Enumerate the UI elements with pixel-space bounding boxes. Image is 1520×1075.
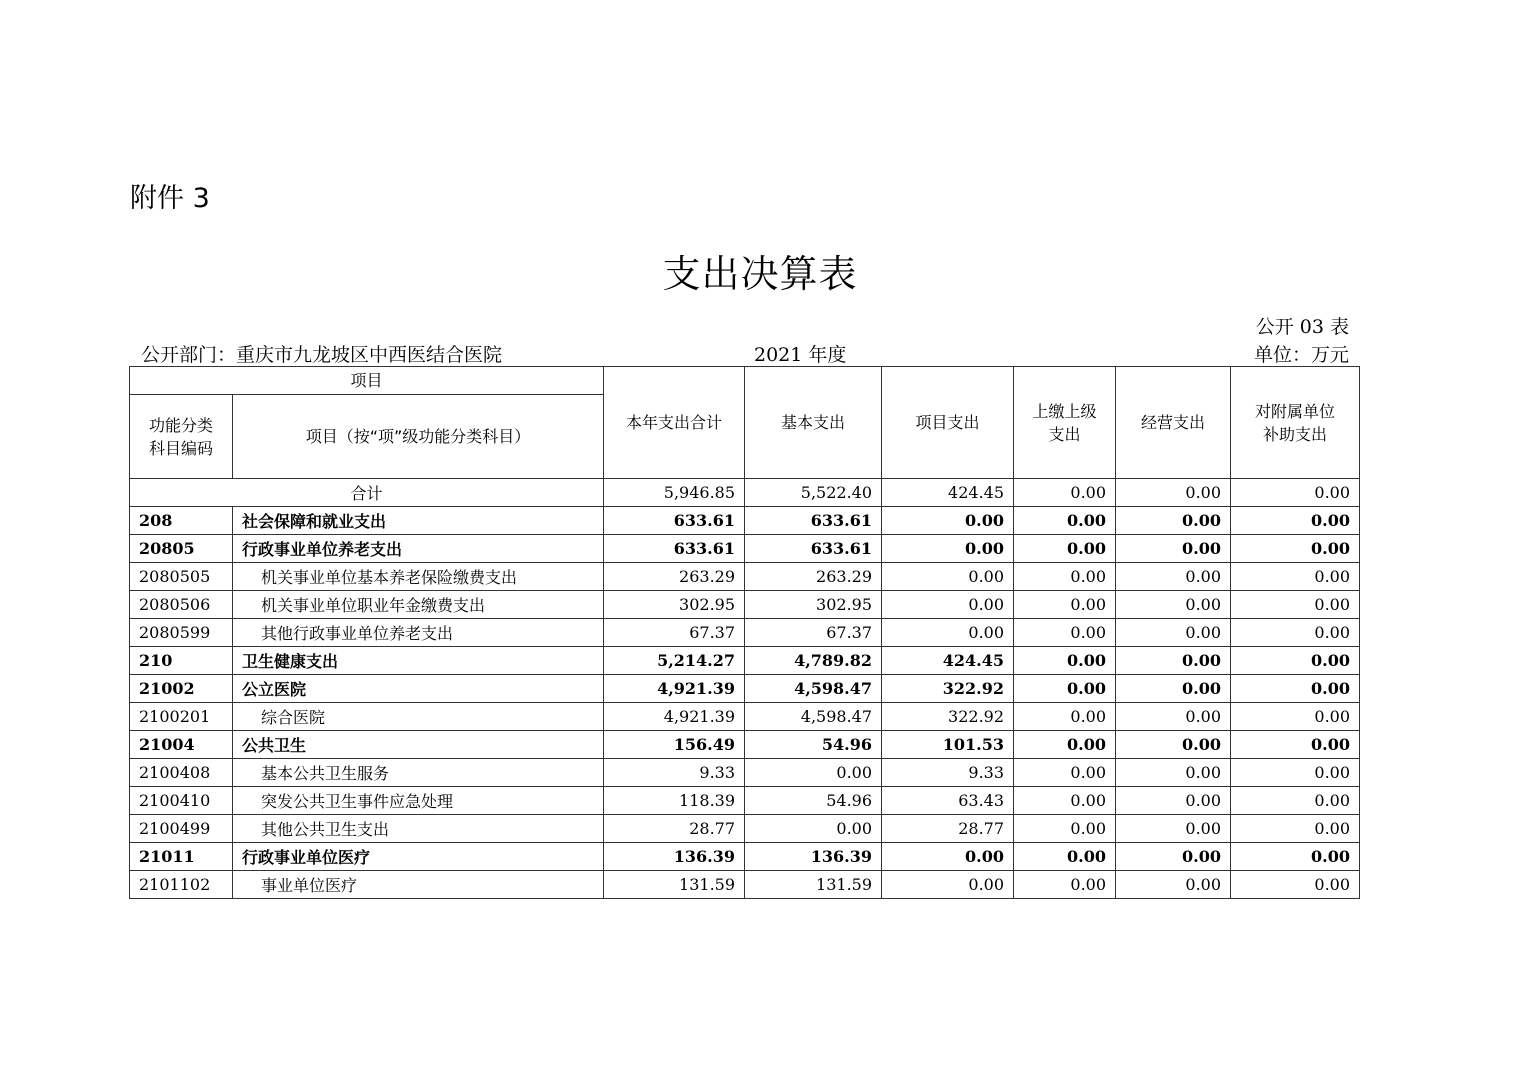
- row-value: 633.61: [604, 535, 745, 563]
- table-row: [130, 507, 1360, 535]
- row-name: 卫生健康支出: [233, 647, 604, 675]
- row-code: 2080505: [130, 563, 233, 591]
- row-value: 633.61: [745, 535, 882, 563]
- table-row: [130, 871, 1360, 899]
- header-code: 功能分类 科目编码: [130, 395, 233, 479]
- row-value: 4,598.47: [745, 703, 882, 731]
- header-total: 本年支出合计: [604, 367, 745, 479]
- row-value: 302.95: [604, 591, 745, 619]
- row-value: 0.00: [1014, 507, 1116, 535]
- row-value: 4,921.39: [604, 703, 745, 731]
- total-label: 合计: [130, 479, 604, 507]
- row-name: 综合医院: [233, 703, 604, 731]
- page-title: 支出决算表: [662, 252, 858, 296]
- row-code: 21011: [130, 843, 233, 871]
- row-value: 136.39: [604, 843, 745, 871]
- row-value: 67.37: [745, 619, 882, 647]
- header-name: 项目（按“项”级功能分类科目）: [233, 395, 604, 479]
- total-cell: 0.00: [1014, 479, 1116, 507]
- table-row: [130, 703, 1360, 731]
- header-business: 经营支出: [1116, 367, 1231, 479]
- row-value: 0.00: [1231, 507, 1360, 535]
- row-name: 突发公共卫生事件应急处理: [233, 787, 604, 815]
- department-label: 公开部门：重庆市九龙坡区中西医结合医院: [141, 344, 503, 366]
- row-value: 0.00: [1014, 731, 1116, 759]
- row-value: 0.00: [1231, 815, 1360, 843]
- row-value: 0.00: [745, 815, 882, 843]
- total-row: [130, 479, 1360, 507]
- row-value: 101.53: [882, 731, 1014, 759]
- row-name: 其他公共卫生支出: [233, 815, 604, 843]
- row-value: 0.00: [1014, 815, 1116, 843]
- row-value: 0.00: [882, 535, 1014, 563]
- row-value: 0.00: [1116, 787, 1231, 815]
- row-value: 0.00: [1014, 759, 1116, 787]
- row-value: 4,789.82: [745, 647, 882, 675]
- table-row: [130, 535, 1360, 563]
- row-value: 0.00: [882, 591, 1014, 619]
- row-value: 0.00: [1116, 591, 1231, 619]
- header-subsidy: 对附属单位 补助支出: [1231, 367, 1360, 479]
- table-row: [130, 591, 1360, 619]
- table-row: [130, 759, 1360, 787]
- row-value: 0.00: [1116, 815, 1231, 843]
- row-value: 263.29: [745, 563, 882, 591]
- row-value: 28.77: [604, 815, 745, 843]
- row-value: 0.00: [1116, 535, 1231, 563]
- row-value: 0.00: [882, 619, 1014, 647]
- row-value: 5,214.27: [604, 647, 745, 675]
- row-name: 社会保障和就业支出: [233, 507, 604, 535]
- row-code: 20805: [130, 535, 233, 563]
- row-value: 0.00: [1231, 675, 1360, 703]
- table-number: 公开 03 表: [1255, 316, 1349, 338]
- row-value: 0.00: [1014, 535, 1116, 563]
- row-value: 54.96: [745, 731, 882, 759]
- total-cell: 0.00: [1116, 479, 1231, 507]
- row-value: 263.29: [604, 563, 745, 591]
- table-row: [130, 619, 1360, 647]
- row-value: 0.00: [1116, 731, 1231, 759]
- row-name: 机关事业单位基本养老保险缴费支出: [233, 563, 604, 591]
- row-value: 0.00: [882, 563, 1014, 591]
- row-name: 事业单位医疗: [233, 871, 604, 899]
- row-value: 54.96: [745, 787, 882, 815]
- row-value: 0.00: [1014, 871, 1116, 899]
- header-project: 项目支出: [882, 367, 1014, 479]
- unit-label: 单位：万元: [1253, 344, 1349, 366]
- row-value: 0.00: [1116, 871, 1231, 899]
- row-value: 0.00: [1231, 535, 1360, 563]
- row-name: 公共卫生: [233, 731, 604, 759]
- row-value: 0.00: [882, 871, 1014, 899]
- row-value: 0.00: [1014, 703, 1116, 731]
- row-value: 0.00: [1116, 507, 1231, 535]
- row-value: 63.43: [882, 787, 1014, 815]
- row-value: 0.00: [1116, 563, 1231, 591]
- row-value: 9.33: [604, 759, 745, 787]
- header-basic: 基本支出: [745, 367, 882, 479]
- row-code: 2100410: [130, 787, 233, 815]
- row-value: 67.37: [604, 619, 745, 647]
- row-value: 0.00: [1231, 871, 1360, 899]
- table-row: [130, 675, 1360, 703]
- row-name: 其他行政事业单位养老支出: [233, 619, 604, 647]
- row-value: 28.77: [882, 815, 1014, 843]
- row-value: 0.00: [1231, 647, 1360, 675]
- row-code: 2100499: [130, 815, 233, 843]
- table-row: [130, 787, 1360, 815]
- row-value: 0.00: [1231, 563, 1360, 591]
- table-row: [130, 731, 1360, 759]
- table-row: [130, 647, 1360, 675]
- row-code: 21002: [130, 675, 233, 703]
- row-value: 633.61: [745, 507, 882, 535]
- row-value: 0.00: [1116, 703, 1231, 731]
- row-value: 131.59: [745, 871, 882, 899]
- row-value: 4,598.47: [745, 675, 882, 703]
- row-value: 0.00: [882, 507, 1014, 535]
- table-row: [130, 563, 1360, 591]
- row-name: 基本公共卫生服务: [233, 759, 604, 787]
- row-value: 0.00: [1231, 787, 1360, 815]
- row-value: 0.00: [1014, 591, 1116, 619]
- row-value: 322.92: [882, 703, 1014, 731]
- row-value: 118.39: [604, 787, 745, 815]
- header-upper: 上缴上级 支出: [1014, 367, 1116, 479]
- row-code: 208: [130, 507, 233, 535]
- row-value: 0.00: [882, 843, 1014, 871]
- row-code: 210: [130, 647, 233, 675]
- row-value: 633.61: [604, 507, 745, 535]
- row-code: 2080599: [130, 619, 233, 647]
- row-value: 0.00: [1231, 619, 1360, 647]
- row-code: 2100201: [130, 703, 233, 731]
- row-value: 0.00: [1116, 647, 1231, 675]
- row-value: 0.00: [1014, 647, 1116, 675]
- row-value: 424.45: [882, 647, 1014, 675]
- row-value: 0.00: [1014, 843, 1116, 871]
- row-value: 0.00: [1116, 675, 1231, 703]
- row-code: 2101102: [130, 871, 233, 899]
- row-value: 322.92: [882, 675, 1014, 703]
- header-row-1: [130, 367, 1360, 395]
- row-value: 0.00: [1014, 675, 1116, 703]
- row-value: 136.39: [745, 843, 882, 871]
- header-item: 项目: [130, 367, 604, 395]
- row-code: 2080506: [130, 591, 233, 619]
- row-value: 302.95: [745, 591, 882, 619]
- expenditure-table: [129, 366, 1360, 899]
- row-value: 0.00: [1231, 703, 1360, 731]
- row-value: 0.00: [1231, 843, 1360, 871]
- row-value: 0.00: [1116, 759, 1231, 787]
- row-value: 0.00: [1014, 563, 1116, 591]
- row-value: 4,921.39: [604, 675, 745, 703]
- row-value: 0.00: [1014, 787, 1116, 815]
- row-name: 行政事业单位养老支出: [233, 535, 604, 563]
- row-value: 0.00: [1116, 619, 1231, 647]
- row-value: 0.00: [745, 759, 882, 787]
- row-value: 156.49: [604, 731, 745, 759]
- row-value: 9.33: [882, 759, 1014, 787]
- table-row: [130, 843, 1360, 871]
- row-name: 公立医院: [233, 675, 604, 703]
- total-cell: 5,522.40: [745, 479, 882, 507]
- row-value: 0.00: [1014, 619, 1116, 647]
- row-value: 0.00: [1116, 843, 1231, 871]
- row-value: 0.00: [1231, 731, 1360, 759]
- table-row: [130, 815, 1360, 843]
- total-cell: 0.00: [1231, 479, 1360, 507]
- row-value: 0.00: [1231, 591, 1360, 619]
- attachment-label: 附件 3: [130, 183, 210, 214]
- row-value: 0.00: [1231, 759, 1360, 787]
- total-cell: 424.45: [882, 479, 1014, 507]
- row-value: 131.59: [604, 871, 745, 899]
- total-cell: 5,946.85: [604, 479, 745, 507]
- row-code: 2100408: [130, 759, 233, 787]
- row-name: 行政事业单位医疗: [233, 843, 604, 871]
- row-name: 机关事业单位职业年金缴费支出: [233, 591, 604, 619]
- fiscal-year-label: 2021 年度: [754, 344, 847, 366]
- row-code: 21004: [130, 731, 233, 759]
